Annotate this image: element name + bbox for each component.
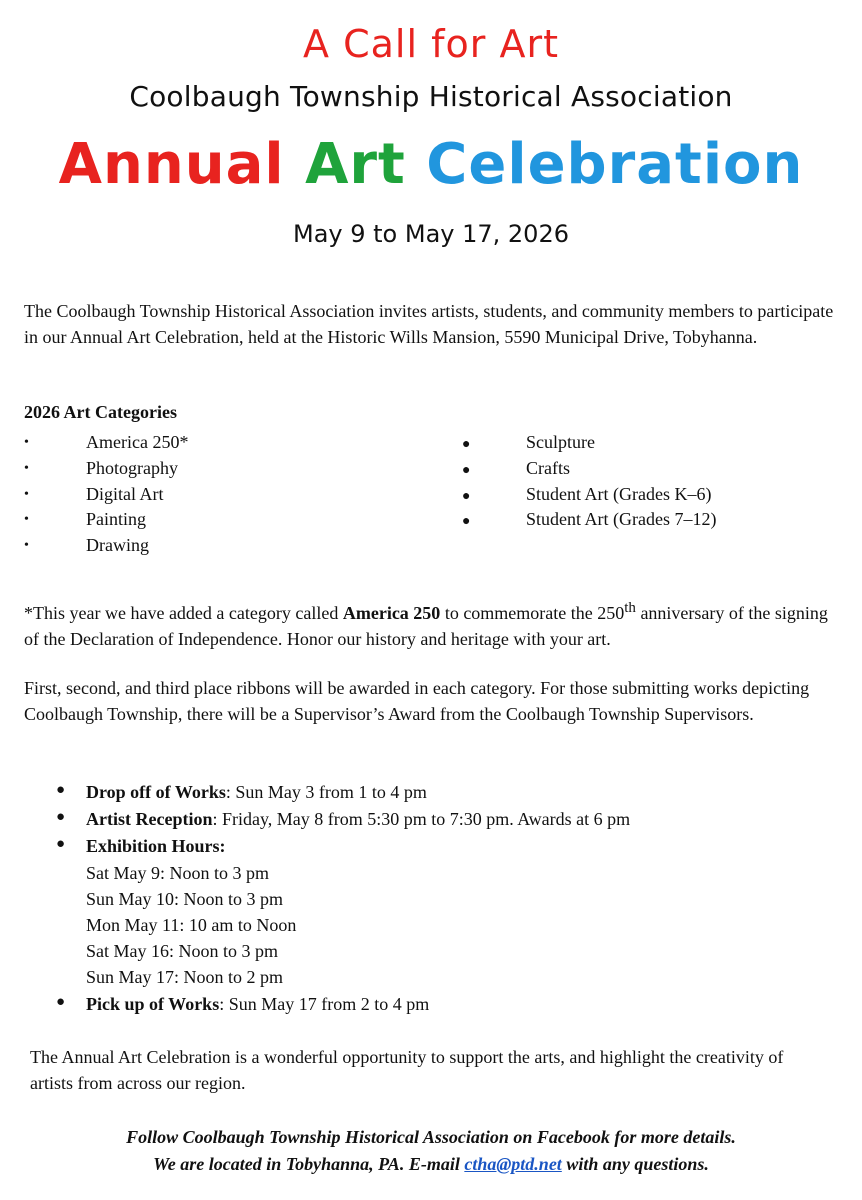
title-word-annual: Annual	[58, 132, 285, 197]
exhibition-hours-row: Sat May 16: Noon to 3 pm	[86, 941, 278, 961]
call-for-art-heading: A Call for Art	[303, 22, 559, 66]
title-word-celebration: Celebration	[426, 132, 804, 197]
bullet-icon: ●	[462, 514, 471, 530]
footer-line-contact: We are located in Tobyhanna, PA. E-mail ctha@ptd.net with any questions.	[153, 1154, 709, 1174]
association-name: Coolbaugh Township Historical Association	[129, 80, 733, 113]
bullet-icon: ●	[56, 809, 66, 825]
bullet-icon: ●	[56, 994, 66, 1010]
america-250-label: America 250	[342, 603, 441, 623]
bullet-icon: ●	[462, 437, 471, 452]
title-word-art: Art	[305, 132, 406, 197]
exhibition-hours-row: Sat May 9: Noon to 3 pm	[86, 863, 269, 883]
footer-note	[0, 1124, 862, 1178]
bullet-icon: •	[24, 512, 29, 528]
event-title	[0, 132, 862, 197]
exhibition-hours-row: Sun May 17: Noon to 2 pm	[86, 967, 284, 987]
exhibition-hours-row: Sun May 10: Noon to 3 pm	[86, 889, 284, 909]
exhibition-hours-row: Mon May 11: 10 am to Noon	[86, 915, 297, 935]
categories-heading: 2026 Art Categories	[24, 402, 177, 422]
intro-paragraph: The Coolbaugh Township Historical Association invites artists, students, and community members to participate in our Annual Art Celebration, held at the Historic Wills Mansion, 5590 Municipal Drive, Tobyhanna.	[24, 301, 834, 347]
america-250-note: *This year we have added a category called America 250 to commemorate the 250th anniversary of the signing of the Declaration of Independence. Honor our history and heritage with your art.	[24, 600, 828, 649]
closing-paragraph: The Annual Art Celebration is a wonderful opportunity to support the arts, and highlight the creativity of artists from across our region.	[30, 1047, 784, 1093]
event-dates: May 9 to May 17, 2026	[293, 220, 569, 248]
bullet-icon: •	[24, 538, 29, 554]
footer-line-facebook: Follow Coolbaugh Township Historical Association on Facebook for more details.	[126, 1127, 736, 1147]
bullet-icon: ●	[56, 782, 66, 798]
bullet-icon: ●	[56, 836, 66, 852]
bullet-icon: •	[24, 460, 29, 476]
awards-paragraph: First, second, and third place ribbons will be awarded in each category. For those submitting works depicting Coolbaugh Township, there will be a Supervisor’s Award from the Coolbaugh Township Supervisors.	[24, 678, 810, 724]
email-link[interactable]: ctha@ptd.net	[464, 1154, 562, 1174]
bullet-icon: ●	[462, 462, 471, 478]
bullet-icon: ●	[462, 488, 471, 504]
bullet-icon: •	[24, 486, 29, 502]
bullet-icon: •	[24, 435, 29, 450]
